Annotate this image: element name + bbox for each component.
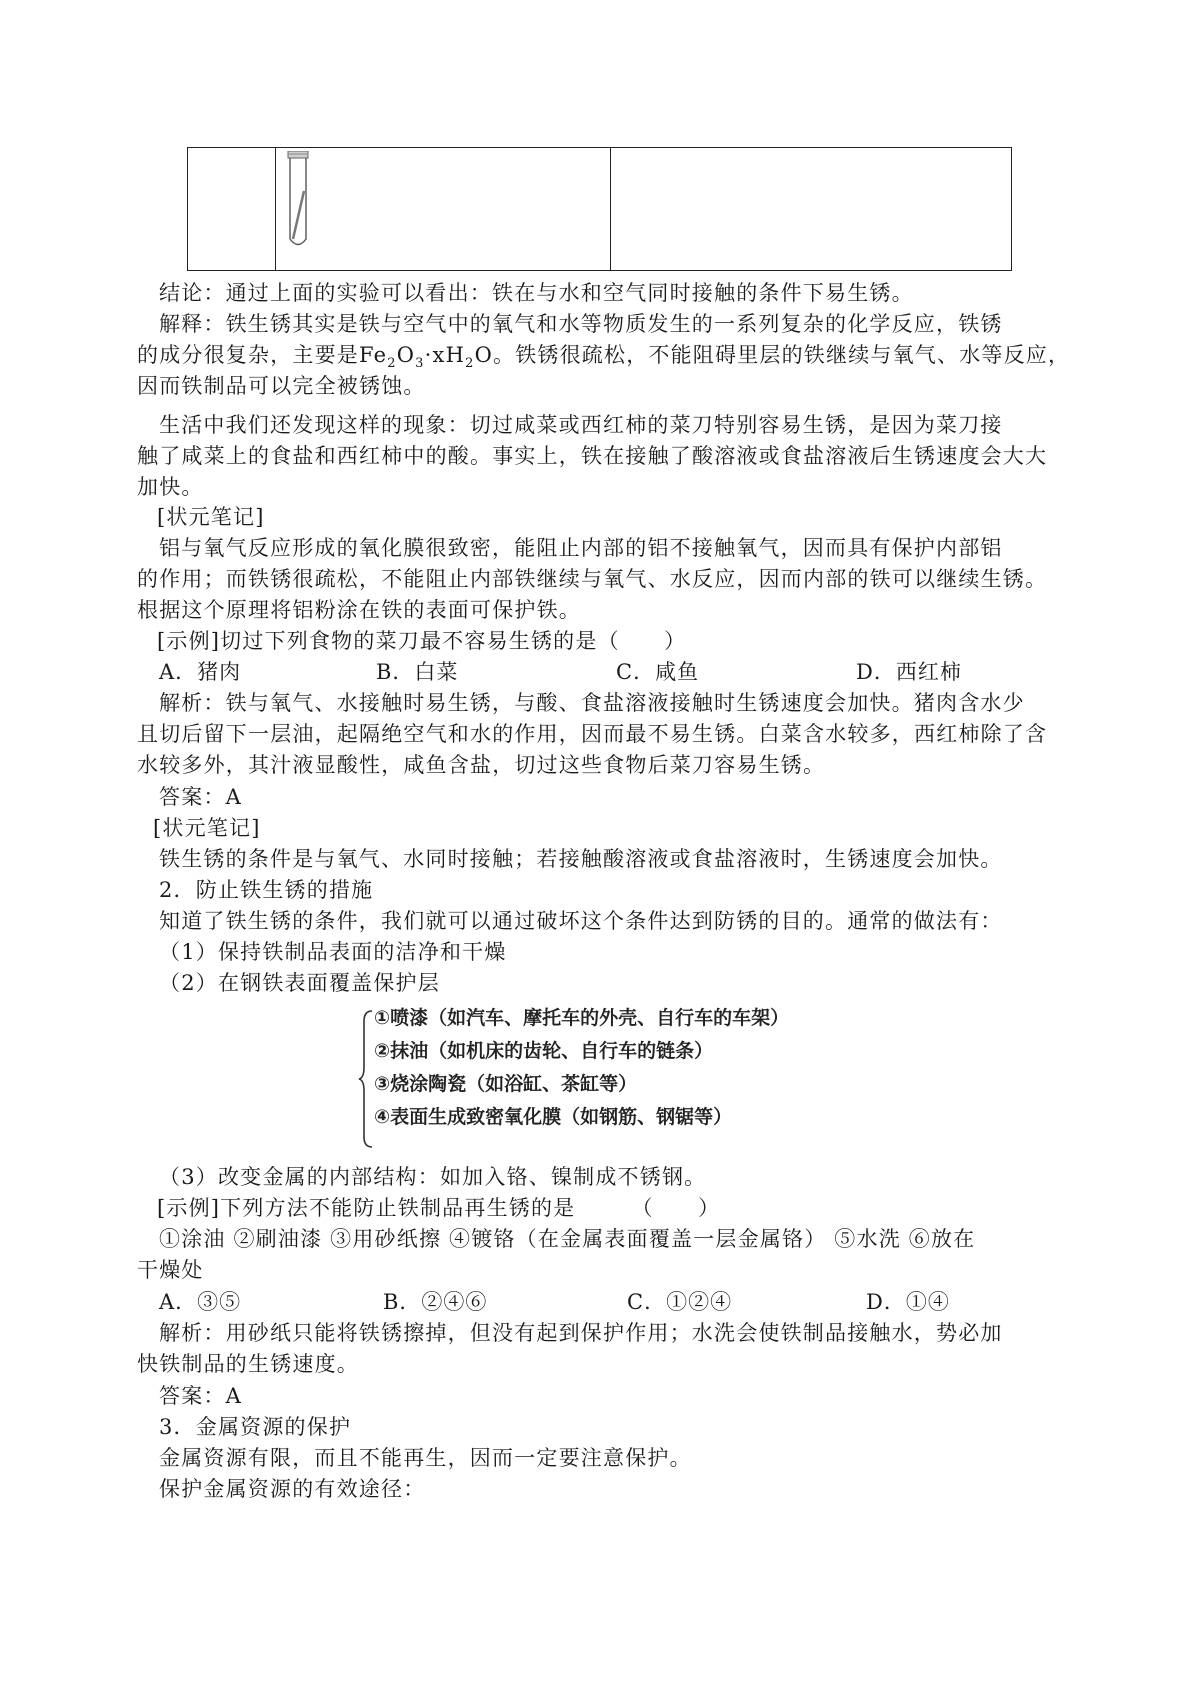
analysis-line: 解析：用砂纸只能将铁锈擦掉，但没有起到保护作用；水洗会使铁制品接触水，势必加 [159, 1321, 1003, 1345]
brace-item: ②抹油（如机床的齿轮、自行车的链条） [374, 1040, 714, 1062]
section-intro: 知道了铁生锈的条件，我们就可以通过破坏这个条件达到防锈的目的。通常的做法有： [159, 909, 1003, 933]
note-heading: [状元笔记] [157, 505, 265, 529]
section-title: 3．金属资源的保护 [159, 1415, 352, 1439]
note-line: 根据这个原理将铝粉涂在铁的表面可保护铁。 [137, 598, 581, 622]
explanation-line: 的成分很复杂，主要是$Fe_2O_3\cdot xH_2O$。铁锈很疏松，不能阻碍里层的铁继续与氧气、水等反应， [137, 343, 1071, 372]
paragraph-line: 金属资源有限，而且不能再生，因而一定要注意保护。 [159, 1446, 692, 1470]
method-item: （3）改变金属的内部结构：如加入铬、镍制成不锈钢。 [159, 1165, 707, 1189]
analysis-line: 且切后留下一层油，起隔绝空气和水的作用，因而最不易生锈。白菜含水较多，西红柿除了含 [137, 722, 1048, 746]
protection-methods-list [358, 1005, 798, 1155]
option-c: C．咸鱼 [616, 660, 700, 684]
table-divider [275, 148, 276, 270]
paragraph-line: 触了咸菜上的食盐和西红柿中的酸。事实上，铁在接触了酸溶液或食盐溶液后生锈速度会大大 [137, 444, 1048, 468]
section-title: 2．防止铁生锈的措施 [159, 878, 374, 902]
note-line: 铝与氧气反应形成的氧化膜很致密，能阻止内部的铝不接触氧气，因而具有保护内部铝 [159, 536, 1003, 560]
test-tube-icon [283, 151, 313, 251]
option-a: A．③⑤ [159, 1290, 242, 1314]
conclusion-text: 结论：通过上面的实验可以看出：铁在与水和空气同时接触的条件下易生锈。 [159, 281, 914, 305]
analysis-line: 水较多外，其汁液显酸性，咸鱼含盐，切过这些食物后菜刀容易生锈。 [137, 753, 826, 777]
example-items: ①涂油 ②刷油漆 ③用砂纸擦 ④镀铬（在金属表面覆盖一层金属铬） ⑤水洗 ⑥放在 [159, 1227, 976, 1251]
curly-brace-icon [358, 1005, 374, 1153]
example-question: [示例]切过下列食物的菜刀最不容易生锈的是（ ） [157, 629, 687, 653]
brace-item: ③烧涂陶瓷（如浴缸、茶缸等） [374, 1073, 638, 1095]
experiment-table [187, 147, 1012, 271]
answer-text: 答案：A [159, 1384, 242, 1408]
example-items: 干燥处 [137, 1258, 204, 1282]
brace-item: ④表面生成致密氧化膜（如钢筋、钢锯等） [374, 1106, 733, 1128]
explanation-line: 解释：铁生锈其实是铁与空气中的氧气和水等物质发生的一系列复杂的化学反应，铁锈 [159, 312, 1003, 336]
paragraph-line: 保护金属资源的有效途径： [159, 1477, 426, 1501]
option-d: D．西红柿 [856, 660, 962, 684]
paragraph-line: 生活中我们还发现这样的现象：切过咸菜或西红柿的菜刀特别容易生锈，是因为菜刀接 [159, 413, 1003, 437]
note-line: 铁生锈的条件是与氧气、水同时接触；若接触酸溶液或食盐溶液时，生锈速度会加快。 [159, 847, 1003, 871]
answer-text: 答案：A [159, 785, 242, 809]
analysis-line: 解析：铁与氧气、水接触时易生锈，与酸、食盐溶液接触时生锈速度会加快。猪肉含水少 [159, 691, 1025, 715]
chemical-formula: $Fe_2O_3\cdot xH_2O$ [359, 343, 493, 372]
analysis-line: 快铁制品的生锈速度。 [137, 1352, 359, 1376]
option-a: A．猪肉 [159, 660, 242, 684]
brace-item: ①喷漆（如汽车、摩托车的外壳、自行车的车架） [374, 1007, 790, 1029]
explanation-line: 因而铁制品可以完全被锈蚀。 [137, 374, 426, 398]
method-item: （1）保持铁制品表面的洁净和干燥 [159, 940, 507, 964]
option-b: B．②④⑥ [383, 1290, 488, 1314]
method-item: （2）在钢铁表面覆盖保护层 [159, 971, 440, 995]
paragraph-line: 加快。 [137, 475, 204, 499]
option-d: D．①④ [866, 1290, 950, 1314]
example-question: [示例]下列方法不能防止铁制品再生锈的是 （ ） [157, 1196, 721, 1220]
option-b: B．白菜 [376, 660, 459, 684]
note-heading: [状元笔记] [153, 816, 261, 840]
table-divider [610, 148, 611, 270]
option-c: C．①②④ [627, 1290, 733, 1314]
note-line: 的作用；而铁锈很疏松，不能阻止内部铁继续与氧气、水反应，因而内部的铁可以继续生锈。 [137, 567, 1048, 591]
